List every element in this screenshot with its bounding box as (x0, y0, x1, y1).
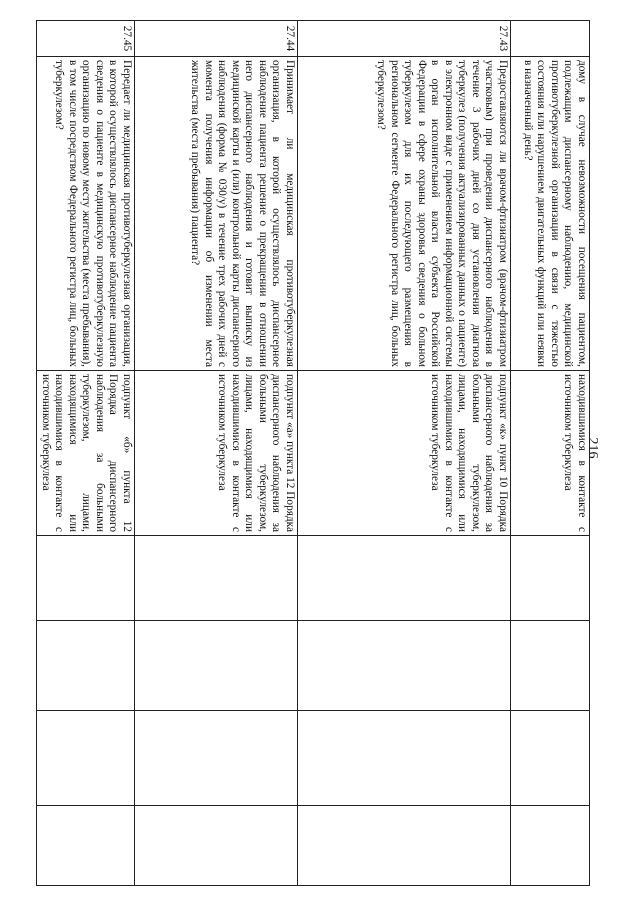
cell-reference: подпункт «а» пункта 12 Порядка диспансерного наблюдения за больными туберкулезом, лицами, находящимися или находившимися в контакте с источником туберкулеза (135, 371, 298, 536)
table-row (37, 21, 135, 886)
cell-empty (511, 621, 590, 711)
cell-empty (37, 536, 135, 621)
cell-question: Передает ли медицинская противотуберкулезная организация, в которой осуществлялось диспансерное наблюдение пациента сведения о пациенте в медицинскую противотуберкулезную организацию по новому месту жительства (места пребывания), в том числе посредством Федерального регистра лиц, больных туберкулезом? (37, 57, 135, 371)
cell-num: 27.43 (298, 21, 511, 57)
cell-empty (298, 806, 511, 886)
cell-empty (298, 621, 511, 711)
cell-reference: находившимися в контакте с источником туберкулеза (511, 371, 590, 536)
page-number: 216 (585, 437, 600, 459)
table-row-continuation (511, 21, 590, 886)
cell-empty (298, 536, 511, 621)
cell-question: Предоставляются ли врачом-фтизиатром (врачом-фтизиатром участковым) при проведении диспансерного наблюдения в течение 3 рабочих дней со дня установления диагноза туберкулез (получения актуализированных данных о пациенте) в электронном виде с применением информационной системы в орган исполнительной власти субъекта Российской Федерации в сфере охраны здоровья сведения о больном туберкулезом для их последующего размещения в региональном сегменте Федерального регистра лиц, больных туберкулезом? (298, 57, 511, 371)
rotated-table-wrapper (40, 20, 590, 885)
cell-empty (135, 711, 298, 806)
cell-empty (135, 536, 298, 621)
cell-empty (511, 806, 590, 886)
cell-empty (511, 536, 590, 621)
cell-num: 27.45 (37, 21, 135, 57)
cell-num (511, 21, 590, 57)
cell-reference: подпункт «б» пункта 12 Порядка диспансерного наблюдения за больными туберкулезом, лицами, находящимися или находившимися в контакте с источником туберкулеза (37, 371, 135, 536)
cell-empty (135, 806, 298, 886)
cell-empty (135, 621, 298, 711)
cell-empty (37, 621, 135, 711)
table-row (298, 21, 511, 886)
cell-empty (298, 711, 511, 806)
cell-num: 27.44 (135, 21, 298, 57)
table-row (135, 21, 298, 886)
cell-question: Принимает ли медицинская противотуберкулезная организация, в которой осуществлялось диспансерное наблюдение пациента решение о прекращении в отношении него диспансерного наблюдения и готовит выписку из медицинской карты и (или) контрольной карты диспансерного наблюдения (форма № 030/у) в течение трех рабочих дней с момента получения информации об изменении места жительства (места пребывания) пациента? (135, 57, 298, 371)
cell-empty (37, 711, 135, 806)
cell-empty (511, 711, 590, 806)
cell-empty (37, 806, 135, 886)
cell-reference: подпункт «к» пункт 10 Порядка диспансерного наблюдения за больными туберкулезом, лицами, находящимися или находившимися в контакте с источником туберкулеза (298, 371, 511, 536)
checklist-table (37, 20, 591, 886)
cell-question: дому в случае невозможности посещения пациентом, подлежащим диспансерному наблюдению, медицинской противотуберкулезной организации в связи с тяжестью состояния или нарушением двигательных функций или неявки в назначенный день? (511, 57, 590, 371)
